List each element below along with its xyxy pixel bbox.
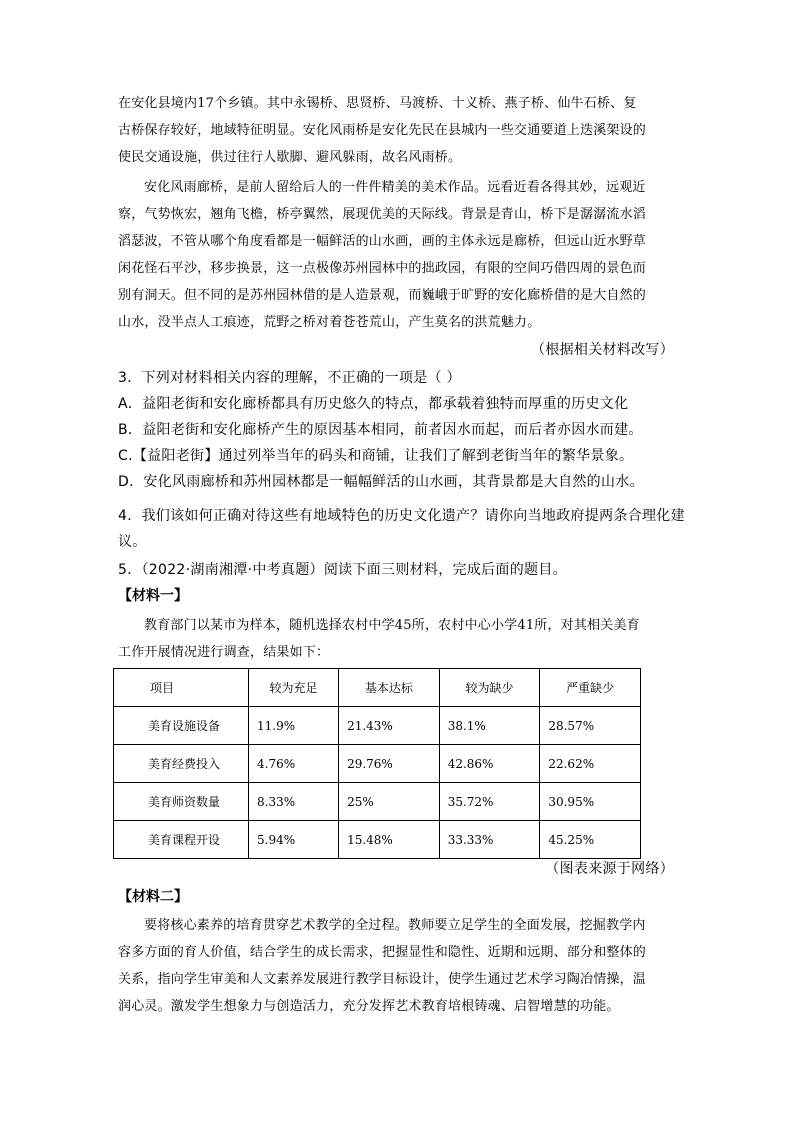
source-note: （根据相关材料改写） [531,342,674,358]
question-5 [118,557,674,583]
table-row [114,745,641,783]
text-line: 要将核心素养的培育贯穿艺术教学的全过程。教师要立足学生的全面发展，挖掘教学内 [144,918,646,933]
table-row [114,821,641,859]
survey-table [113,668,641,859]
table-cell: 11.9% [249,707,339,745]
text-line: 山水，没半点人工痕迹，荒野之桥对着苍苍荒山，产生莫名的洪荒魅力。 [118,315,541,330]
question-stem: 4．我们该如何正确对待这些有地域特色的历史文化遗产？请你向当地政府提两条合理化建 [118,508,685,524]
text-line: 使民交通设施，供过往行人歇脚、避风躲雨，故名风雨桥。 [118,150,462,165]
text-line: 教育部门以某市为样本，随机选择农村中学45所，农村中心小学41所，对其相关美育 [144,618,640,633]
text-line: 察，气势恢宏，翘角飞檐，桥亭翼然，展现优美的天际线。背景是青山，桥下是潺潺流水滔 [118,207,647,222]
table-cell: 15.48% [339,821,440,859]
text-line: 闲花怪石平沙，移步换景，这一点极像苏州园林中的拙政园，有限的空间巧借四周的景色而 [118,261,647,276]
table-cell: 22.62% [540,745,641,783]
text-line: 润心灵。激发学生想象力与创造活力，充分发挥艺术教育培根铸魂、启智增慧的功能。 [118,999,620,1014]
table-header-row [114,669,641,707]
table-cell: 35.72% [439,783,540,821]
table-header-cell: 较为充足 [249,669,339,707]
table-header-cell: 严重缺少 [540,669,641,707]
table-header-cell: 基本达标 [339,669,440,707]
table-cell: 21.43% [339,707,440,745]
table-cell: 5.94% [249,821,339,859]
table-source-note: （图表来源于网络） [545,861,674,877]
text-line: 容多方面的育人价值，结合学生的成长需求，把握显性和隐性、近期和远期、部分和整体的 [118,945,647,960]
table-cell: 美育课程开设 [114,821,249,859]
option-b: B．益阳老街和安化廊桥产生的原因基本相同，前者因水而起，而后者亦因水而建。 [118,422,643,438]
table-header-cell: 较为缺少 [439,669,540,707]
table-cell: 25% [339,783,440,821]
table-cell: 33.33% [439,821,540,859]
material-1-text [118,612,674,666]
question-4 [118,503,685,555]
text-line: 古桥保存较好，地域特征明显。安化风雨桥是安化先民在县城内一些交通要道上迭溪架设的 [118,123,647,138]
question-3 [118,365,674,495]
question-stem: 议。 [118,534,147,550]
table-cell: 30.95% [540,783,641,821]
material-1-heading: 【材料一】 [118,588,188,604]
text-line: 安化风雨廊桥，是前人留给后人的一件件精美的美术作品。远看近看各得其妙，远观近 [144,180,646,195]
table-cell: 美育设施设备 [114,707,249,745]
option-c: C.【益阳老街】通过列举当年的码头和商铺，让我们了解到老街当年的繁华景象。 [118,448,634,464]
text-line: 滔瑟波，不管从哪个角度看都是一幅鲜活的山水画，画的主体永远是廊桥，但远山近水野草 [118,234,647,249]
question-stem: 3．下列对材料相关内容的理解，不正确的一项是（ ） [118,370,461,386]
option-a: A．益阳老街和安化廊桥都具有历史悠久的特点，都承载着独特而厚重的历史文化 [118,396,629,412]
text-line: 别有洞天。但不同的是苏州园林借的是人造景观，而巍峨于旷野的安化廊桥借的是大自然的 [118,288,647,303]
material-2-heading: 【材料二】 [118,889,188,905]
table-cell: 4.76% [249,745,339,783]
text-line: 在安化县境内17个乡镇。其中永锡桥、思贤桥、马渡桥、十义桥、燕子桥、仙牛石桥、复 [118,96,637,111]
second-paragraph [118,174,674,336]
table-row [114,707,641,745]
table-row [114,783,641,821]
table-cell: 29.76% [339,745,440,783]
table-cell: 8.33% [249,783,339,821]
text-line: 工作开展情况进行调查，结果如下： [118,645,330,660]
table-cell: 45.25% [540,821,641,859]
question-stem: 5．（2022·湖南湘潭·中考真题）阅读下面三则材料，完成后面的题目。 [118,562,567,578]
table-cell: 28.57% [540,707,641,745]
option-d: D．安化风雨廊桥和苏州园林都是一幅幅鲜活的山水画，其背景都是大自然的山水。 [118,474,644,490]
table-header-cell: 项目 [114,669,249,707]
table-cell: 42.86% [439,745,540,783]
material-2-text [118,912,674,1020]
text-line: 关系，指向学生审美和人文素养发展进行教学目标设计，使学生通过艺术学习陶冶情操，温 [118,972,647,987]
intro-paragraph [118,90,674,171]
table-cell: 美育师资数量 [114,783,249,821]
table-cell: 38.1% [439,707,540,745]
table-cell: 美育经费投入 [114,745,249,783]
